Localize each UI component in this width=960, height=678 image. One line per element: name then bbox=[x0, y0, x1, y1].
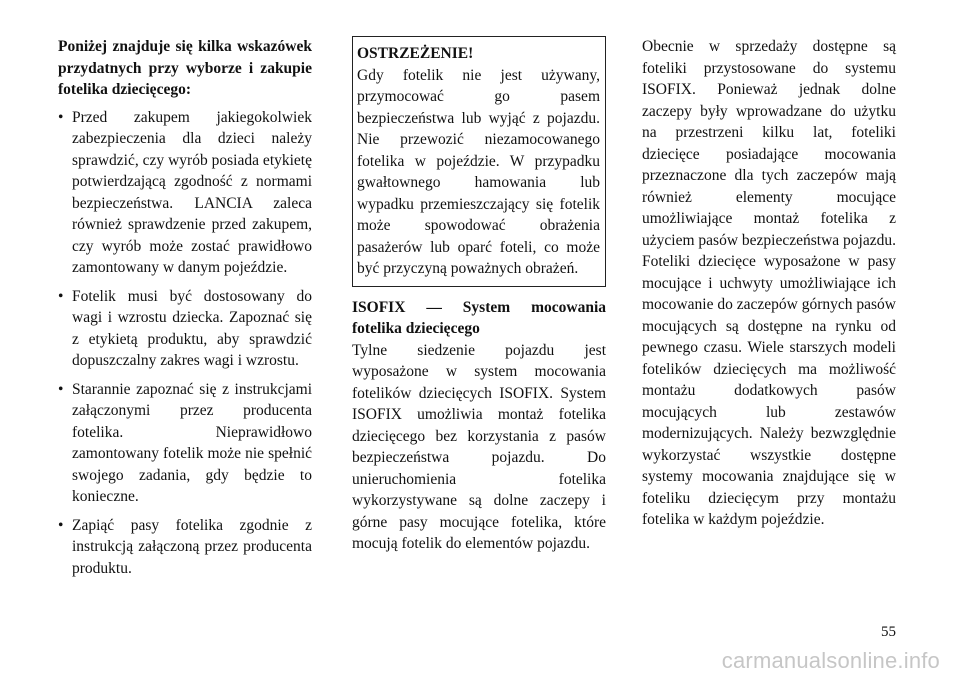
list-item bbox=[58, 515, 312, 580]
watermark: carmanualsonline.info bbox=[721, 648, 940, 673]
isofix-section-text: Tylne siedzenie pojazdu jest wyposażone w system mocowania fotelików dziecięcych ISOFIX. System ISOFIX umożliwia montaż fotelika dziecięcego bez korzystania z pasów bezpieczeństwa pojazdu. Do unieruchomienia fotelika wykorzystywane są dolne zaczepy i górne pasy mocujące fotelika, które mocują fotelik do elementów pojazdu. bbox=[352, 341, 606, 552]
isofix-section-title: ISOFIX — System mocowania fotelika dziecięcego bbox=[352, 298, 606, 337]
warning-text: Gdy fotelik nie jest używany, przymocować go pasem bezpieczeństwa lub wyjąć z pojazdu. Nie przewozić niezamocowanego fotelika w pojeździe. W przypadku gwałtownego hamowania lub wypadku przemieszczający się fotelik może spowodować obrażenia pasażerów lub oparć foteli, co może być przyczyną poważnych obrażeń. bbox=[357, 66, 600, 277]
bullet-icon: • bbox=[58, 108, 64, 126]
list-item-text: Zapiąć pasy fotelika zgodnie z instrukcją załączoną przez producenta produktu. bbox=[72, 516, 312, 577]
isofix-continued-text: Obecnie w sprzedaży dostępne są foteliki przystosowane do systemu ISOFIX. Ponieważ jednak dolne zaczepy były wprowadzane do użytku na przestrzeni kilku lat, foteliki dziecięce posiadające mocowania przeznaczone dla tych zaczepów mają również elementy mocujące umożliwiające montaż fotelika z użyciem pasów bezpieczeństwa pojazdu. Foteliki dziecięce wyposażone w pasy mocujące i uchwyty umożliwiające ich mocowanie do zaczepów górnych pasów mocujących są dostępne na rynku od pewnego czasu. Wiele starszych modeli fotelików dziecięcych ma możliwość montażu dodatkowych pasów mocujących lub zestawów modernizujących. Należy bezwzględnie wykorzystać wszystkie dostępne systemy mocowania znajdujące się w foteliku dziecięcym przy montażu fotelika w każdym pojeździe. bbox=[642, 38, 896, 528]
warning-title: OSTRZEŻENIE! bbox=[357, 45, 474, 62]
tips-list bbox=[58, 107, 312, 580]
list-item-text: Fotelik musi być dostosowany do wagi i wzrostu dziecka. Zapoznać się z etykietą produktu, aby sprawdzić dopuszczalny zakres wagi i wzrostu. bbox=[72, 287, 312, 369]
list-item bbox=[58, 286, 312, 372]
column-middle bbox=[352, 36, 606, 555]
list-item-text: Starannie zapoznać się z instrukcjami załączonymi przez producenta fotelika. Nieprawidłowo zamontowany fotelik może nie spełnić swojego zadania, gdy będzie to konieczne. bbox=[72, 380, 312, 505]
list-item bbox=[58, 379, 312, 508]
warning-box bbox=[352, 36, 606, 287]
bullet-icon: • bbox=[58, 287, 64, 305]
bullet-icon: • bbox=[58, 516, 64, 534]
page-number: 55 bbox=[881, 624, 896, 640]
bullet-icon: • bbox=[58, 380, 64, 398]
list-item bbox=[58, 107, 312, 279]
list-item-text: Przed zakupem jakiegokolwiek zabezpieczenia dla dzieci należy sprawdzić, czy wyrób posiada etykietę potwierdzającą zgodność z normami bezpieczeństwa. LANCIA zaleca również sprawdzenie przed zakupem, czy wyrób może zostać prawidłowo zamontowany w danym pojeździe. bbox=[72, 108, 312, 276]
tips-heading: Poniżej znajduje się kilka wskazówek przydatnych przy wyborze i zakupie fotelika dziecięcego: bbox=[58, 38, 312, 98]
column-left bbox=[58, 36, 312, 586]
column-right bbox=[642, 36, 896, 531]
